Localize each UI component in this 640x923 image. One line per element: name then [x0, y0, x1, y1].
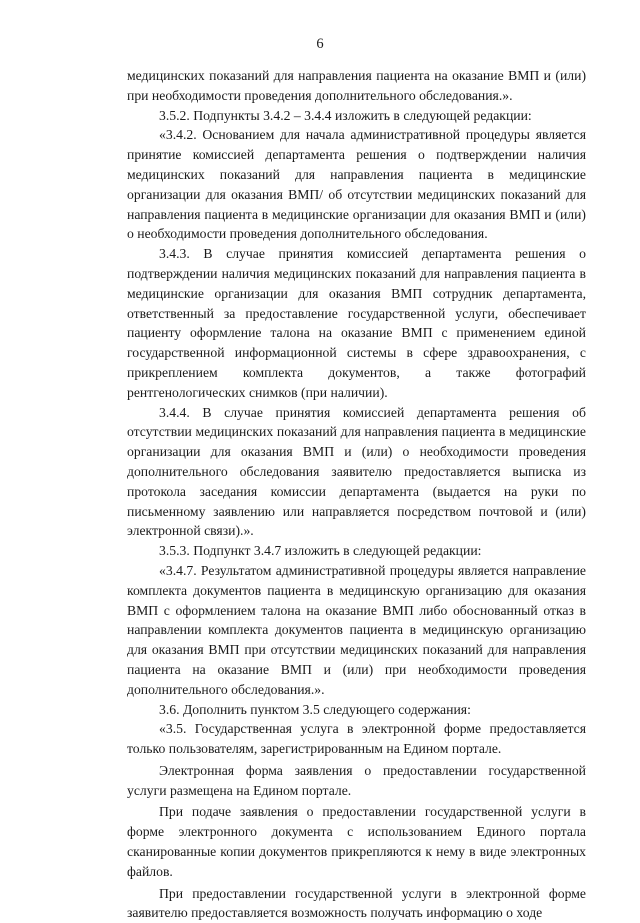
paragraph: 3.5.2. Подпункты 3.4.2 – 3.4.4 изложить в следующей редакции: — [159, 107, 532, 123]
page-number: 6 — [316, 36, 324, 52]
paragraph: медицинских показаний для направления пациента на оказание ВМП и (или) при необходимости проведения дополнительного обследования.». — [127, 68, 586, 103]
paragraph: При предоставлении государственной услуги в электронной форме заявителю предоставляется возможность получать информацию о ходе — [127, 885, 586, 921]
paragraph: 3.4.4. В случае принятия комиссией департамента решения об отсутствии медицинских показаний для направления пациента в медицинские организации для оказания ВМП и (или) о необходимости проведения дополнительного обследования заявителю предоставляется выписка из протокола заседания комиссии департамента (выдается на руки по письменному заявлению или направляется посредством почтовой и (или) электронной связи).». — [127, 404, 586, 539]
paragraph: 3.4.3. В случае принятия комиссией департамента решения о подтверждении наличия медицинских показаний для направления пациента в медицинские организации для оказания ВМП сотрудник департамента, ответственный за предоставление государственной услуги, обеспечивает пациенту оформление талона на оказание ВМП с применением единой государственной информационной системы в сфере здравоохранения, с прикреплением комплекта документов, а также фотографий рентгенологических снимков (при наличии). — [127, 246, 586, 400]
paragraph: Электронная форма заявления о предоставлении государственной услуги размещена на Едином портале. — [127, 762, 586, 798]
paragraph: 3.5.3. Подпункт 3.4.7 изложить в следующей редакции: — [159, 543, 482, 559]
paragraph: «3.4.7. Результатом административной процедуры является направление комплекта документов пациента в медицинскую организацию для оказания ВМП с оформлением талона на оказание ВМП либо обоснованный отказ в направлении комплекта документов пациента в медицинскую организацию для оказания ВМП при отсутствии медицинских показаний для направления пациента на оказание ВМП и (или) при необходимости проведения дополнительного обследования.». — [127, 562, 586, 697]
paragraph: 3.6. Дополнить пунктом 3.5 следующего содержания: — [159, 701, 471, 717]
paragraph: «3.5. Государственная услуга в электронной форме предоставляется только пользователям, зарегистрированным на Едином портале. — [127, 721, 586, 757]
document-body — [127, 66, 586, 923]
paragraph: «3.4.2. Основанием для начала административной процедуры является принятие комиссией департамента решения о подтверждении наличия медицинских показаний для направления пациента в медицинские организации для оказания ВМП/ об отсутствии медицинских показаний для направления пациента в медицинские организации для оказания ВМП и (или) о необходимости проведения дополнительного обследования. — [127, 127, 586, 242]
paragraph: При подаче заявления о предоставлении государственной услуги в форме электронного документа с использованием Единого портала сканированные копии документов прикрепляются к нему в виде электронных файлов. — [127, 804, 586, 879]
